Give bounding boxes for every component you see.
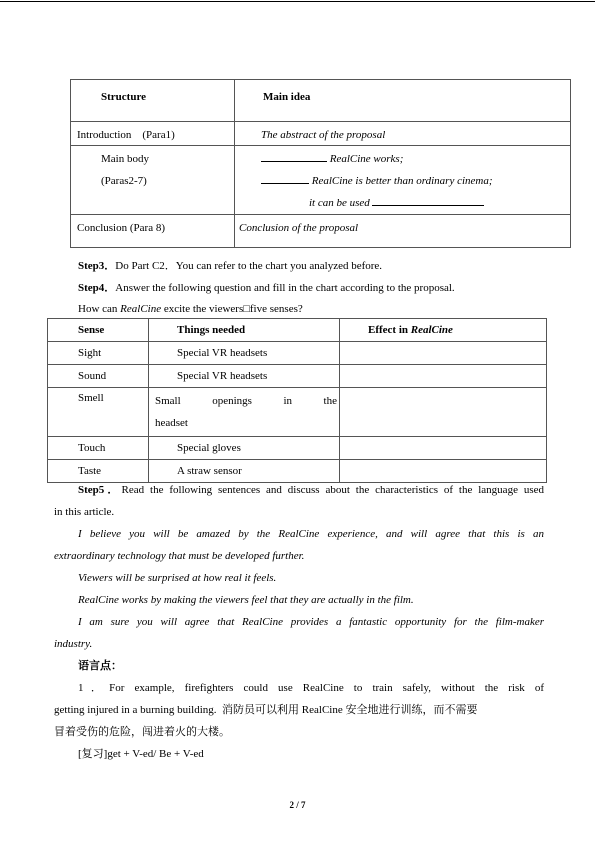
sense-name: Smell xyxy=(48,388,149,437)
intro-structure: Introduction (Para1) xyxy=(77,129,175,141)
sense-effect-input[interactable] xyxy=(340,388,547,437)
step5-line1: Step5．Read the following sentences and discuss about the characteristics of the language used xyxy=(78,484,544,496)
step4-label: Step4． xyxy=(78,282,116,294)
senses-question: How can RealCine excite the viewers□five senses? xyxy=(78,303,303,315)
structure-table xyxy=(70,79,571,248)
sense-effect-input[interactable] xyxy=(340,437,547,460)
header-main-idea: Main idea xyxy=(263,91,311,103)
step3-text: Do Part C2．You can refer to the chart you analyzed before. xyxy=(115,260,383,272)
sentence1-line2: extraordinary technology that must be developed further. xyxy=(54,550,305,562)
sense-row-touch xyxy=(48,437,547,460)
step4-text: Answer the following question and fill in the chart according to the proposal. xyxy=(115,282,455,294)
body-structure-line1: Main body xyxy=(101,153,149,165)
intro-idea: The abstract of the proposal xyxy=(261,129,386,141)
body-idea-line1: RealCine works; xyxy=(261,148,570,170)
sentence3: RealCine works by making the viewers feel that they are actually in the film. xyxy=(78,594,414,606)
header-structure: Structure xyxy=(101,91,147,103)
sense-things: Small openings in the headset xyxy=(149,388,340,437)
fill-blank[interactable] xyxy=(261,172,309,184)
sense-things: Special VR headsets xyxy=(149,365,340,388)
sense-things: A straw sensor xyxy=(149,460,340,483)
sentence4-line1: I am sure you will agree that RealCine provides a fantastic opportunity for the film-maker xyxy=(78,616,544,628)
sentence2: Viewers will be surprised at how real it feels. xyxy=(78,572,277,584)
sentence1-line1: I believe you will be amazed by the RealCine experience, and will agree that this is an xyxy=(78,528,544,540)
sense-effect-input[interactable] xyxy=(340,342,547,365)
sense-effect-input[interactable] xyxy=(340,365,547,388)
review-note: [复习]get + V-ed/ Be + V-ed xyxy=(78,748,204,760)
language-point1-line3: 冒着受伤的危险，闯进着火的大楼。 xyxy=(54,726,230,738)
sense-row-sound xyxy=(48,365,547,388)
body-structure-line2: (Paras2-7) xyxy=(101,175,147,187)
page-number: 2 / 7 xyxy=(289,800,306,810)
header-sense: Sense xyxy=(48,319,149,342)
step4-line xyxy=(78,277,544,299)
sense-name: Touch xyxy=(48,437,149,460)
step5-line2: in this article. xyxy=(54,506,115,518)
body-idea-line3: it can be used xyxy=(261,192,570,214)
structure-row-intro xyxy=(71,122,571,146)
sense-name: Sight xyxy=(48,342,149,365)
header-effect: Effect in RealCine xyxy=(340,319,547,342)
structure-row-conclusion xyxy=(71,215,571,248)
fill-blank[interactable] xyxy=(261,150,327,162)
language-point1-line2: getting injured in a burning building. 消防员可以利用 RealCine 安全地进行训练，而不需要 xyxy=(54,704,478,716)
sense-things: Special VR headsets xyxy=(149,342,340,365)
sense-row-smell xyxy=(48,388,547,437)
step3-line xyxy=(78,255,544,277)
sentence4-line2: industry. xyxy=(54,638,93,650)
language-points-heading: 语言点： xyxy=(78,660,122,672)
fill-blank[interactable] xyxy=(372,194,484,206)
conclusion-idea: Conclusion of the proposal xyxy=(239,222,359,234)
page-top-rule xyxy=(0,1,595,2)
sense-name: Sound xyxy=(48,365,149,388)
body-idea-line2: RealCine is better than ordinary cinema; xyxy=(261,170,570,192)
senses-table-header xyxy=(48,319,547,342)
conclusion-structure: Conclusion (Para 8) xyxy=(77,222,165,234)
sense-things: Special gloves xyxy=(149,437,340,460)
step3-label: Step3． xyxy=(78,260,116,272)
header-things: Things needed xyxy=(149,319,340,342)
structure-table-header xyxy=(71,80,571,122)
senses-table xyxy=(47,318,547,483)
sense-row-sight xyxy=(48,342,547,365)
language-point1-line1: 1．For example, firefighters could use RealCine to train safely, without the risk of xyxy=(78,682,544,694)
sense-name: Taste xyxy=(48,460,149,483)
structure-row-body xyxy=(71,146,571,215)
